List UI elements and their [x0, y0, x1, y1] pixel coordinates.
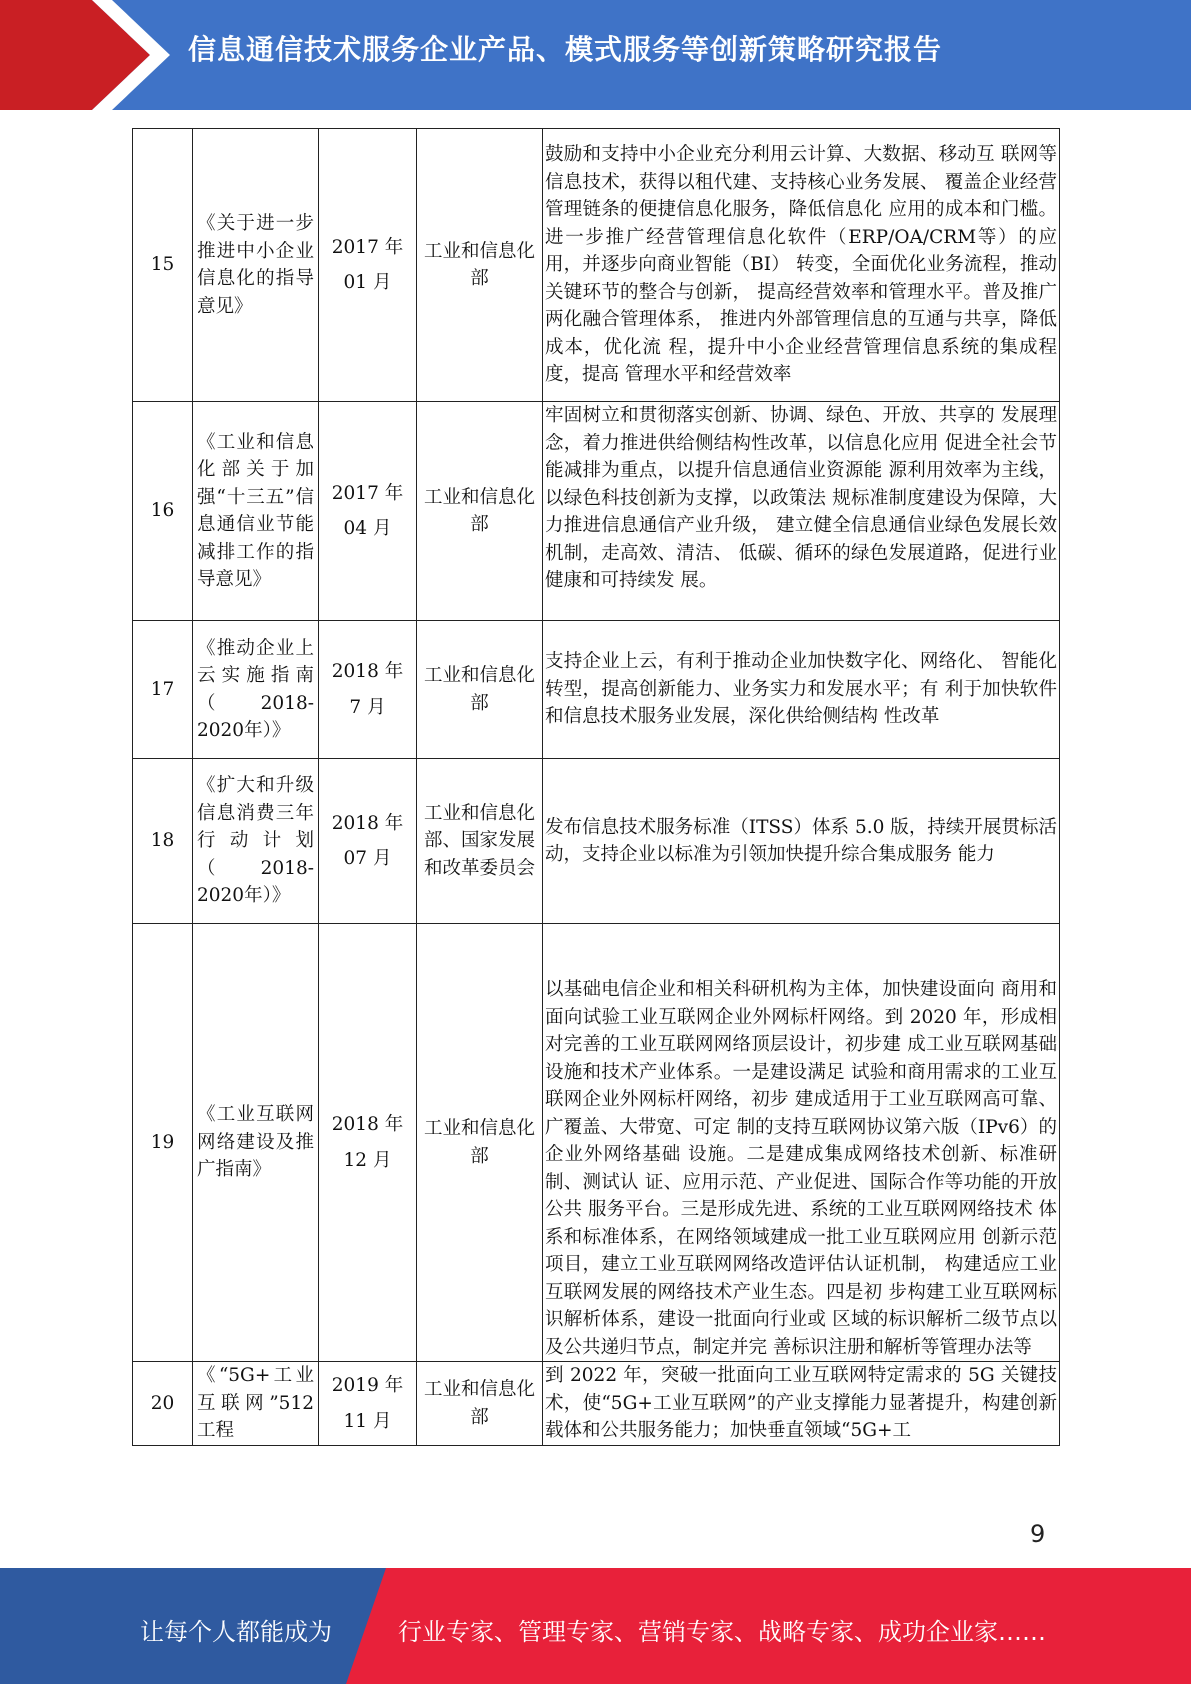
policy-table: [132, 128, 1060, 1446]
table-row: [133, 1362, 1060, 1446]
issue-month: 07 月: [343, 848, 392, 869]
page-number: 9: [1030, 1520, 1046, 1548]
issue-date: [319, 759, 417, 924]
table-row: [133, 129, 1060, 402]
issue-year: 2017 年: [331, 482, 404, 504]
table-row: [133, 924, 1060, 1362]
issuing-department: 工业和信息化部: [417, 924, 543, 1362]
issue-date: [319, 129, 417, 402]
policy-description: 牢固树立和贯彻落实创新、协调、绿色、开放、共享的 发展理念，着力推进供给侧结构性改革，以信息化应用 促进全社会节能减排为重点，以提升信息通信业资源能 源利用效率为主线，以绿色科技创新为支撑，以政策法 规标准制度建设为保障，大力推进信息通信产业升级， 建立健全信息通信业绿色发展长效机制，走高效、清洁、 低碳、循环的绿色发展道路，促进行业健康和可持续发 展。: [543, 402, 1060, 621]
issue-year: 2018 年: [331, 661, 404, 682]
issue-date: [319, 924, 417, 1362]
row-number: 17: [133, 621, 193, 759]
table-row: [133, 402, 1060, 621]
issue-year: 2019 年: [331, 1375, 404, 1396]
issue-month: 7 月: [349, 696, 386, 718]
row-number: 16: [133, 402, 193, 621]
policy-description: 到 2022 年，突破一批面向工业互联网特定需求的 5G 关键技术，使“5G+工业互联网”的产业支撑能力显著提升，构建创新载体和公共服务能力；加快垂直领域“5G+工: [543, 1362, 1060, 1446]
policy-name: 《推动企业上云实施指南（2018-2020年）》: [193, 621, 319, 759]
report-title: 信息通信技术服务企业产品、模式服务等创新策略研究报告: [188, 33, 943, 66]
issue-month: 01 月: [343, 272, 392, 293]
issue-month: 04 月: [343, 518, 392, 539]
issue-year: 2017 年: [331, 236, 404, 258]
issuing-department: 工业和信息化部、国家发展和改革委员会: [417, 759, 543, 924]
row-number: 20: [133, 1362, 193, 1446]
table-row: [133, 621, 1060, 759]
row-number: 19: [133, 924, 193, 1362]
policy-name: 《工业和信息化部关于加强“十三五”信息通信业节能减排工作的指导意见》: [193, 402, 319, 621]
header-chevron-decoration: [0, 0, 200, 110]
policy-name: 《“5G+工业互联网”512 工程: [193, 1362, 319, 1446]
page-footer: [0, 1568, 1191, 1684]
row-number: 15: [133, 129, 193, 402]
issuing-department: 工业和信息化部: [417, 402, 543, 621]
page-header: [0, 0, 1191, 110]
footer-slogan-left: 让每个人都能成为: [140, 1618, 332, 1646]
policy-description: 以基础电信企业和相关科研机构为主体，加快建设面向 商用和面向试验工业互联网企业外网标杆网络。到 2020 年，形成相对完善的工业互联网网络顶层设计，初步建 成工业互联网基础设施和技术产业体系。一是建设满足 试验和商用需求的工业互联网企业外网标杆网络，初步 建成适用于工业互联网高可靠、广覆盖、大带宽、可定 制的支持互联网协议第六版（IPv6）的企业外网络基础 设施。二是建成集成网络技术创新、标准研制、测试认 证、应用示范、产业促进、国际合作等功能的开放公共 服务平台。三是形成先进、系统的工业互联网网络技术 体系和标准体系，在网络领域建成一批工业互联网应用 创新示范项目，建立工业互联网网络改造评估认证机制， 构建适应工业互联网发展的网络技术产业生态。四是初 步构建工业互联网标识解析体系，建设一批面向行业或 区域的标识解析二级节点以及公共递归节点，制定并完 善标识注册和解析等管理办法等: [543, 924, 1060, 1362]
issue-month: 11 月: [343, 1410, 392, 1432]
issue-year: 2018 年: [331, 1114, 404, 1135]
issuing-department: 工业和信息化部: [417, 1362, 543, 1446]
policy-name: 《工业互联网网络建设及推广指南》: [193, 924, 319, 1362]
row-number: 18: [133, 759, 193, 924]
issuing-department: 工业和信息化部: [417, 621, 543, 759]
policy-description: 支持企业上云，有利于推动企业加快数字化、网络化、 智能化转型，提高创新能力、业务实力和发展水平；有 利于加快软件和信息技术服务业发展，深化供给侧结构 性改革: [543, 621, 1060, 759]
issuing-department: 工业和信息化部: [417, 129, 543, 402]
issue-date: [319, 621, 417, 759]
footer-slogan-right: 行业专家、管理专家、营销专家、战略专家、成功企业家……: [398, 1618, 1046, 1646]
policy-name: 《扩大和升级信息消费三年行动计划（2018-2020年）》: [193, 759, 319, 924]
policy-description: 发布信息技术服务标准（ITSS）体系 5.0 版，持续开展贯标活动，支持企业以标准为引领加快提升综合集成服务 能力: [543, 759, 1060, 924]
issue-year: 2018 年: [331, 812, 404, 834]
table-row: [133, 759, 1060, 924]
issue-date: [319, 1362, 417, 1446]
issue-date: [319, 402, 417, 621]
policy-description: 鼓励和支持中小企业充分利用云计算、大数据、移动互 联网等信息技术，获得以租代建、支持核心业务发展、 覆盖企业经营管理链条的便捷信息化服务，降低信息化 应用的成本和门槛。进一步推广经营管理信息化软件（ERP/OA/CRM等）的应用，并逐步向商业智能（BI） 转变，全面优化业务流程，推动关键环节的整合与创新， 提高经营效率和管理水平。普及推广两化融合管理体系， 推进内外部管理信息的互通与共享，降低成本，优化流 程，提升中小企业经营管理信息系统的集成程度，提高 管理水平和经营效率: [543, 129, 1060, 402]
issue-month: 12 月: [343, 1149, 392, 1171]
policy-name: 《关于进一步推进中小企业信息化的指导意见》: [193, 129, 319, 402]
